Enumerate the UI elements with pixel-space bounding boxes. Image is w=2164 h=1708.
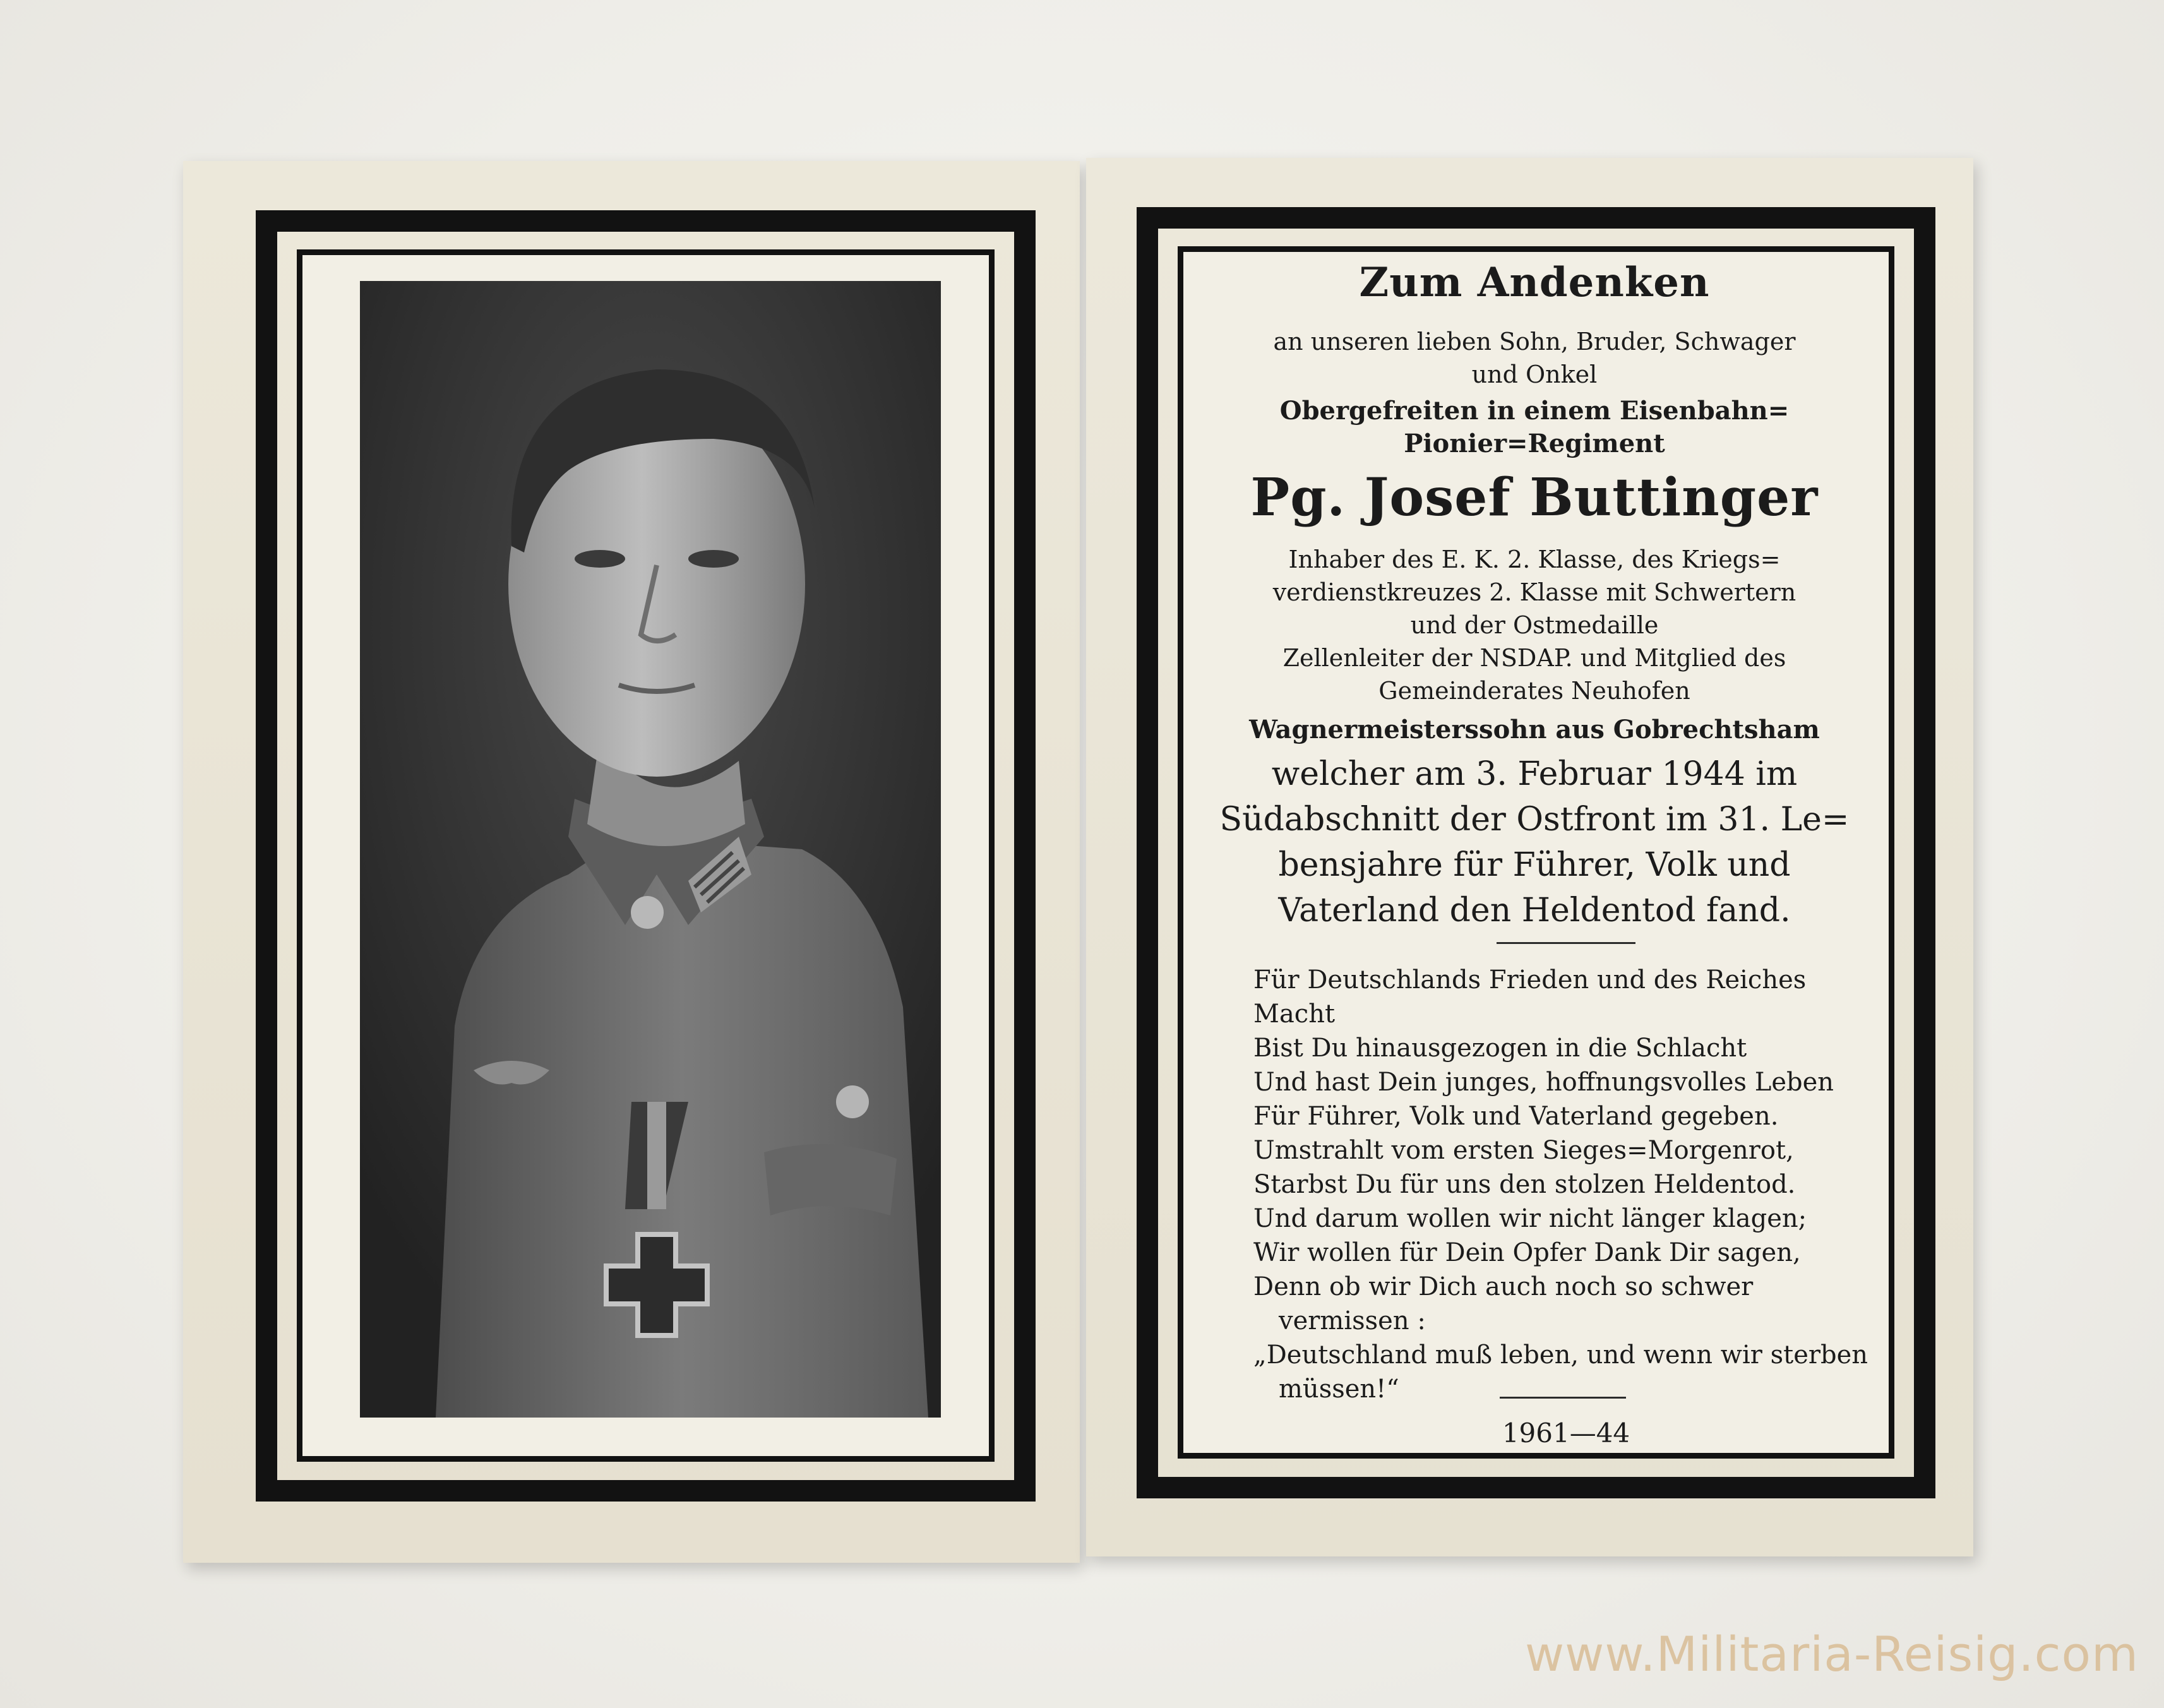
honors-line-3: und der Ostmedaille: [1410, 611, 1659, 639]
rank-line-1: Obergefreiten in einem Eisenbahn=: [1279, 396, 1790, 426]
dedication-line-2: und Onkel: [1471, 361, 1598, 388]
dedication-line-1: an unseren lieben Sohn, Bruder, Schwager: [1273, 328, 1796, 355]
poem-line: „Deutschland muß leben, und wenn wir sterben: [1253, 1341, 1868, 1370]
poem-line: Bist Du hinausgezogen in die Schlacht: [1253, 1034, 1747, 1063]
poem-line: vermissen :: [1279, 1306, 1426, 1335]
poem-line: Und darum wollen wir nicht länger klagen;: [1253, 1204, 1807, 1233]
deceased-name: Pg. Josef Buttinger: [1250, 467, 1819, 528]
heading: Zum Andenken: [1359, 259, 1710, 306]
poem-line: Für Deutschlands Frieden und des Reiches: [1253, 965, 1807, 994]
death-line-4: Vaterland den Heldentod fand.: [1278, 892, 1791, 929]
poem-line: Starbst Du für uns den stolzen Heldentod.: [1253, 1170, 1796, 1199]
origin-line: Wagnermeisterssohn aus Gobrechtsham: [1249, 715, 1820, 744]
honors-line-2: verdienstkreuzes 2. Klasse mit Schwertern: [1272, 578, 1796, 606]
rank-line-2: Pionier=Regiment: [1404, 429, 1665, 458]
divider-top: [1497, 942, 1635, 944]
poem-line: Und hast Dein junges, hoffnungsvolles Leben: [1253, 1068, 1834, 1097]
portrait-illustration: [360, 281, 941, 1418]
death-line-2: Südabschnitt der Ostfront im 31. Le=: [1219, 801, 1850, 839]
poem-line: müssen!“: [1279, 1375, 1399, 1404]
poem-line: Für Führer, Volk und Vaterland gegeben.: [1253, 1102, 1779, 1131]
life-dates: 1961—44: [1502, 1418, 1630, 1448]
honors-line-1: Inhaber des E. K. 2. Klasse, des Kriegs=: [1288, 546, 1781, 573]
death-line-3: bensjahre für Führer, Volk und: [1278, 846, 1791, 884]
poem-line: Macht: [1253, 1000, 1336, 1029]
poem-line: Umstrahlt vom ersten Sieges=Morgenrot,: [1253, 1136, 1794, 1165]
poem-block: [1253, 963, 1872, 1406]
honors-line-4: Zellenleiter der NSDAP. und Mitglied des: [1282, 644, 1786, 672]
honors-line-5: Gemeinderates Neuhofen: [1378, 677, 1690, 705]
watermark: www.Militaria-Reisig.com: [1525, 1626, 2139, 1682]
portrait-photo: [360, 281, 941, 1418]
death-line-1: welcher am 3. Februar 1944 im: [1271, 755, 1798, 793]
divider-bottom: [1500, 1397, 1626, 1399]
poem-line: Denn ob wir Dich auch noch so schwer: [1253, 1272, 1754, 1301]
poem-line: Wir wollen für Dein Opfer Dank Dir sagen,: [1253, 1238, 1801, 1267]
